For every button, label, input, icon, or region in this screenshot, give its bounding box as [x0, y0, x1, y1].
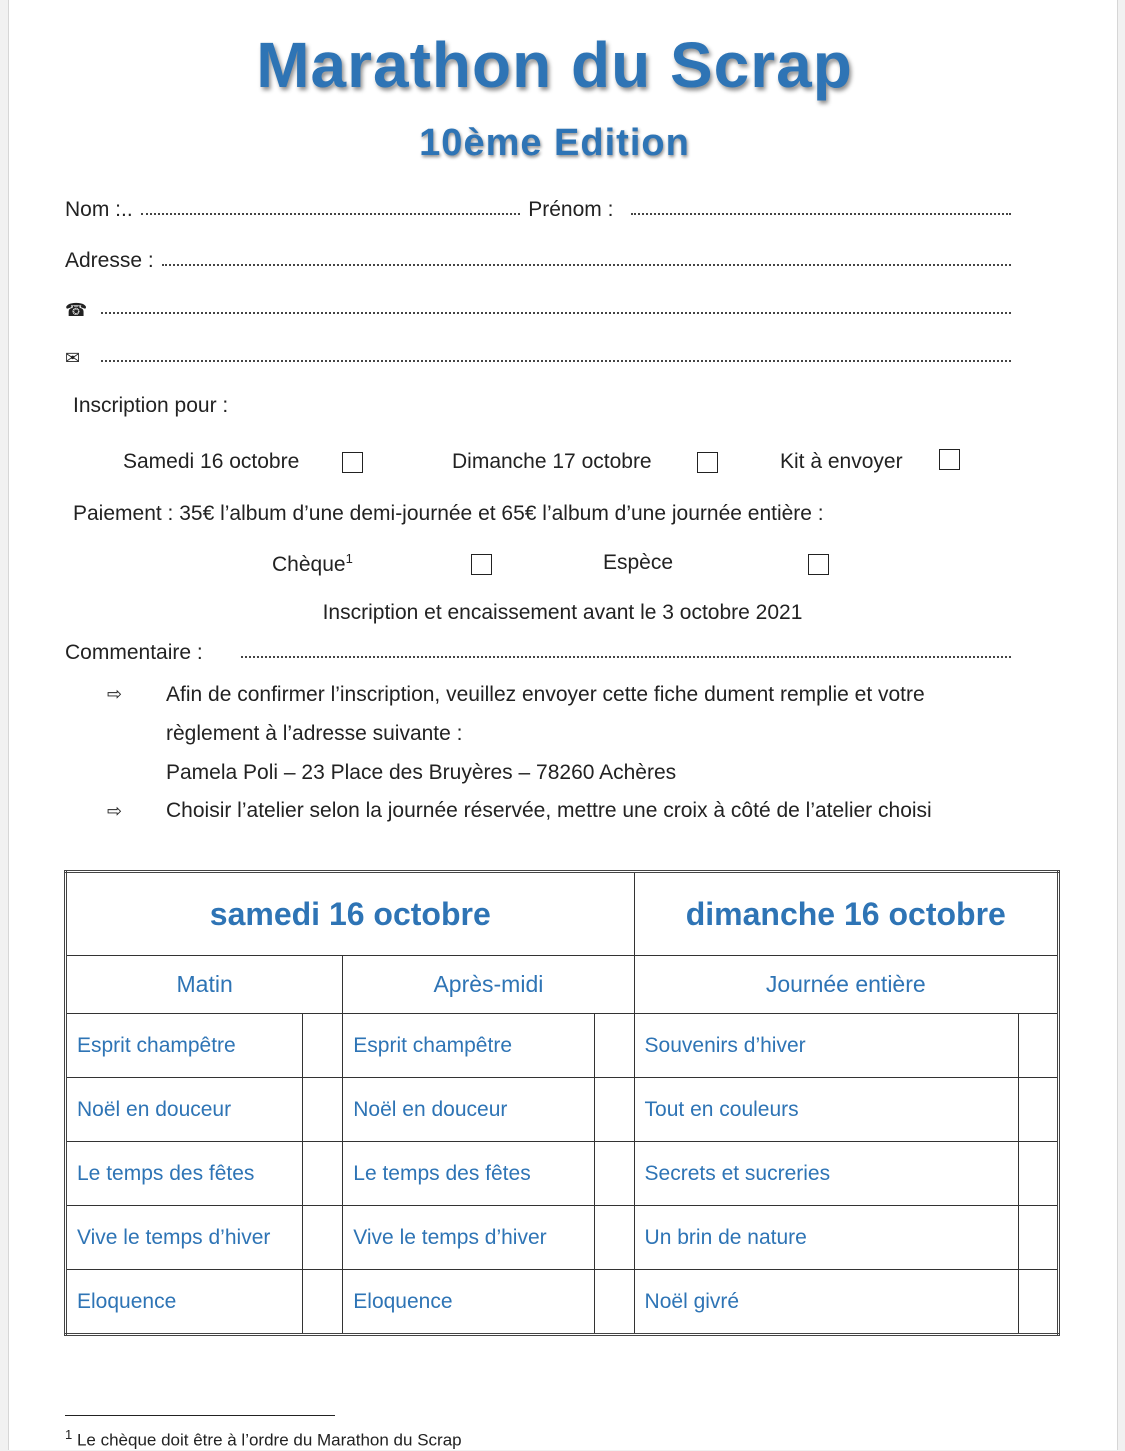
col-apres-header: Après-midi	[343, 956, 634, 1014]
espece-label: Espèce	[603, 551, 674, 574]
matin-check-cell[interactable]	[303, 1270, 343, 1335]
cheque-footnote-ref: 1	[345, 551, 353, 566]
paiement-label: Paiement : 35€ l’album d’une demi-journée et 65€ l’album d’une journée entière :	[73, 502, 824, 525]
prenom-label: Prénom :	[528, 198, 614, 221]
name-line	[65, 192, 1015, 222]
page-subtitle: 10ème Edition	[419, 122, 690, 164]
commentaire-label: Commentaire :	[65, 641, 203, 664]
address-line	[65, 243, 1015, 273]
instruction-2: Choisir l’atelier selon la journée réservée, mettre une croix à côté de l’atelier choisi	[166, 799, 932, 822]
phone-field[interactable]	[101, 311, 1011, 314]
apres-cell: Vive le temps d’hiver	[343, 1206, 594, 1270]
option-kit-checkbox[interactable]	[939, 449, 960, 470]
nom-field[interactable]	[141, 212, 521, 215]
col-journee-header: Journée entière	[634, 956, 1058, 1014]
apres-check-cell[interactable]	[594, 1270, 634, 1335]
apres-cell: Eloquence	[343, 1270, 594, 1335]
mail-icon: ✉	[65, 348, 81, 368]
email-field[interactable]	[101, 359, 1011, 362]
footnote-rule	[65, 1415, 335, 1416]
journee-cell: Souvenirs d’hiver	[634, 1014, 1018, 1078]
table-row	[66, 1270, 1059, 1335]
apres-cell: Esprit champêtre	[343, 1014, 594, 1078]
commentaire-field[interactable]	[241, 655, 1011, 658]
day1-header: samedi 16 octobre	[66, 872, 635, 956]
journee-cell: Noël givré	[634, 1270, 1018, 1335]
matin-cell: Eloquence	[66, 1270, 303, 1335]
page-title: Marathon du Scrap	[256, 29, 853, 101]
comment-line	[65, 635, 1015, 665]
adresse-label: Adresse :	[65, 249, 154, 272]
arrow-icon: ⇨	[107, 684, 123, 704]
matin-check-cell[interactable]	[303, 1206, 343, 1270]
journee-cell: Un brin de nature	[634, 1206, 1018, 1270]
table-row	[66, 1142, 1059, 1206]
arrow-icon: ⇨	[107, 801, 123, 821]
table-row	[66, 1014, 1059, 1078]
adresse-field[interactable]	[162, 263, 1011, 266]
matin-cell: Vive le temps d’hiver	[66, 1206, 303, 1270]
journee-check-cell[interactable]	[1018, 1270, 1058, 1335]
option-samedi-label: Samedi 16 octobre	[123, 450, 300, 473]
table-row	[66, 1078, 1059, 1142]
matin-check-cell[interactable]	[303, 1014, 343, 1078]
journee-check-cell[interactable]	[1018, 1206, 1058, 1270]
journee-check-cell[interactable]	[1018, 1078, 1058, 1142]
apres-check-cell[interactable]	[594, 1142, 634, 1206]
footnote-text: Le chèque doit être à l’ordre du Marathon du Scrap	[76, 1430, 462, 1450]
footnote	[65, 1427, 462, 1451]
instruction-1-address: Pamela Poli – 23 Place des Bruyères – 78260 Achères	[166, 761, 677, 784]
cheque-text: Chèque	[272, 553, 346, 576]
phone-icon: ☎	[65, 300, 88, 320]
matin-check-cell[interactable]	[303, 1142, 343, 1206]
deadline-text: Inscription et encaissement avant le 3 octobre 2021	[322, 601, 803, 624]
ateliers-table	[64, 870, 1060, 1336]
option-kit-label: Kit à envoyer	[780, 450, 903, 473]
espece-checkbox[interactable]	[808, 554, 829, 575]
footnote-marker: 1	[65, 1427, 73, 1442]
journee-check-cell[interactable]	[1018, 1014, 1058, 1078]
instruction-1-line-2: règlement à l’adresse suivante :	[166, 722, 463, 745]
option-dimanche-label: Dimanche 17 octobre	[452, 450, 652, 473]
day2-header: dimanche 16 octobre	[634, 872, 1058, 956]
option-samedi-checkbox[interactable]	[342, 452, 363, 473]
prenom-field[interactable]	[631, 212, 1011, 215]
inscription-label: Inscription pour :	[73, 394, 229, 417]
matin-check-cell[interactable]	[303, 1078, 343, 1142]
matin-cell: Esprit champêtre	[66, 1014, 303, 1078]
apres-cell: Noël en douceur	[343, 1078, 594, 1142]
apres-check-cell[interactable]	[594, 1206, 634, 1270]
nom-label: Nom :..	[65, 198, 133, 221]
apres-cell: Le temps des fêtes	[343, 1142, 594, 1206]
cheque-label	[272, 551, 353, 577]
instruction-1-line-1: Afin de confirmer l’inscription, veuillez envoyer cette fiche dument remplie et votre	[166, 683, 925, 706]
cheque-checkbox[interactable]	[471, 554, 492, 575]
apres-check-cell[interactable]	[594, 1078, 634, 1142]
matin-cell: Noël en douceur	[66, 1078, 303, 1142]
table-row	[66, 1206, 1059, 1270]
journee-cell: Tout en couleurs	[634, 1078, 1018, 1142]
email-line	[65, 339, 1015, 369]
journee-cell: Secrets et sucreries	[634, 1142, 1018, 1206]
option-dimanche-checkbox[interactable]	[697, 452, 718, 473]
matin-cell: Le temps des fêtes	[66, 1142, 303, 1206]
phone-line	[65, 291, 1015, 321]
col-matin-header: Matin	[66, 956, 343, 1014]
apres-check-cell[interactable]	[594, 1014, 634, 1078]
journee-check-cell[interactable]	[1018, 1142, 1058, 1206]
